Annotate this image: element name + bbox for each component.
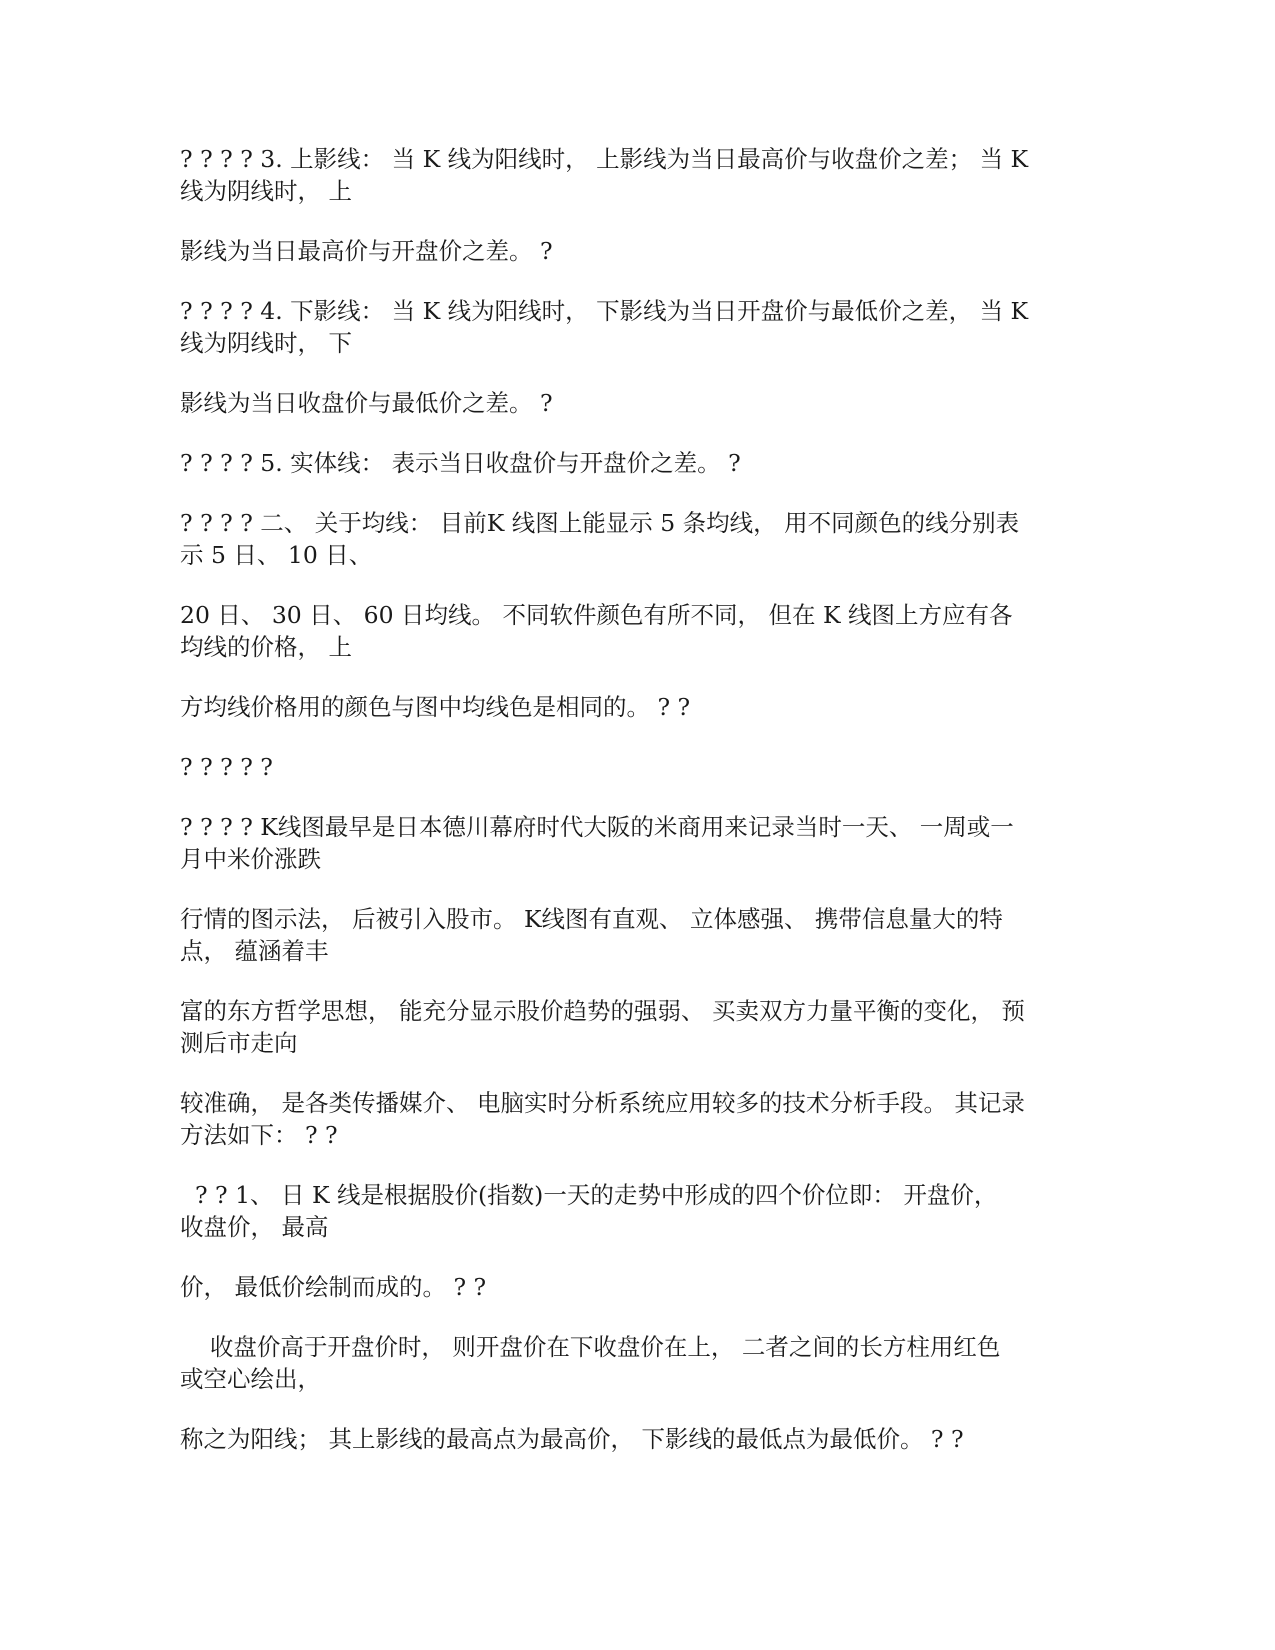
document-body xyxy=(180,143,1085,1483)
paragraph-lower-shadow-cont: 影线为当日收盘价与最低价之差。 ? xyxy=(180,389,553,417)
paragraph-daily-kline-cont: 价， 最低价绘制而成的。 ? ? xyxy=(180,1273,487,1301)
paragraph-moving-average-cont: 20 日、 30 日、 60 日均线。 不同软件颜色有所不同， 但在 K 线图上方应有各 均线的价格， 上 xyxy=(180,601,1013,661)
paragraph-placeholder-marks: ? ? ? ? ? xyxy=(180,753,273,781)
paragraph-upper-shadow-cont: 影线为当日最高价与开盘价之差。 ? xyxy=(180,237,553,265)
paragraph-kline-method: 较准确， 是各类传播媒介、 电脑实时分析系统应用较多的技术分析手段。 其记录 方法如下： ? ? xyxy=(180,1089,1025,1149)
paragraph-yang-line-cont: 称之为阳线； 其上影线的最高点为最高价， 下影线的最低点为最低价。 ? ? xyxy=(180,1425,964,1453)
paragraph-body-line: ? ? ? ? 5. 实体线： 表示当日收盘价与开盘价之差。 ? xyxy=(180,449,741,477)
paragraph-kline-origin: ? ? ? ? K线图最早是日本德川幕府时代大阪的米商用来记录当时一天、 一周或一 月中米价涨跌 xyxy=(180,813,1014,873)
paragraph-daily-kline: ? ? 1、 日 K 线是根据股价(指数)一天的走势中形成的四个价位即： 开盘价， 收盘价， 最高 xyxy=(180,1181,998,1241)
paragraph-kline-philosophy: 富的东方哲学思想， 能充分显示股价趋势的强弱、 买卖双方力量平衡的变化， 预 测后市走向 xyxy=(180,997,1025,1057)
paragraph-upper-shadow: ? ? ? ? 3. 上影线： 当 K 线为阳线时， 上影线为当日最高价与收盘价之差； 当 K 线为阴线时， 上 xyxy=(180,145,1029,205)
paragraph-kline-features: 行情的图示法， 后被引入股市。 K线图有直观、 立体感强、 携带信息量大的特 点， 蕴涵着丰 xyxy=(180,905,1003,965)
paragraph-yang-line: 收盘价高于开盘价时， 则开盘价在下收盘价在上， 二者之间的长方柱用红色 或空心绘出， xyxy=(180,1333,1001,1393)
paragraph-moving-average-color: 方均线价格用的颜色与图中均线色是相同的。 ? ? xyxy=(180,693,691,721)
paragraph-moving-average: ? ? ? ? 二、 关于均线： 目前K 线图上能显示 5 条均线， 用不同颜色的线分别表 示 5 日、 10 日、 xyxy=(180,509,1020,569)
paragraph-lower-shadow: ? ? ? ? 4. 下影线： 当 K 线为阳线时， 下影线为当日开盘价与最低价之差， 当 K 线为阴线时， 下 xyxy=(180,297,1029,357)
